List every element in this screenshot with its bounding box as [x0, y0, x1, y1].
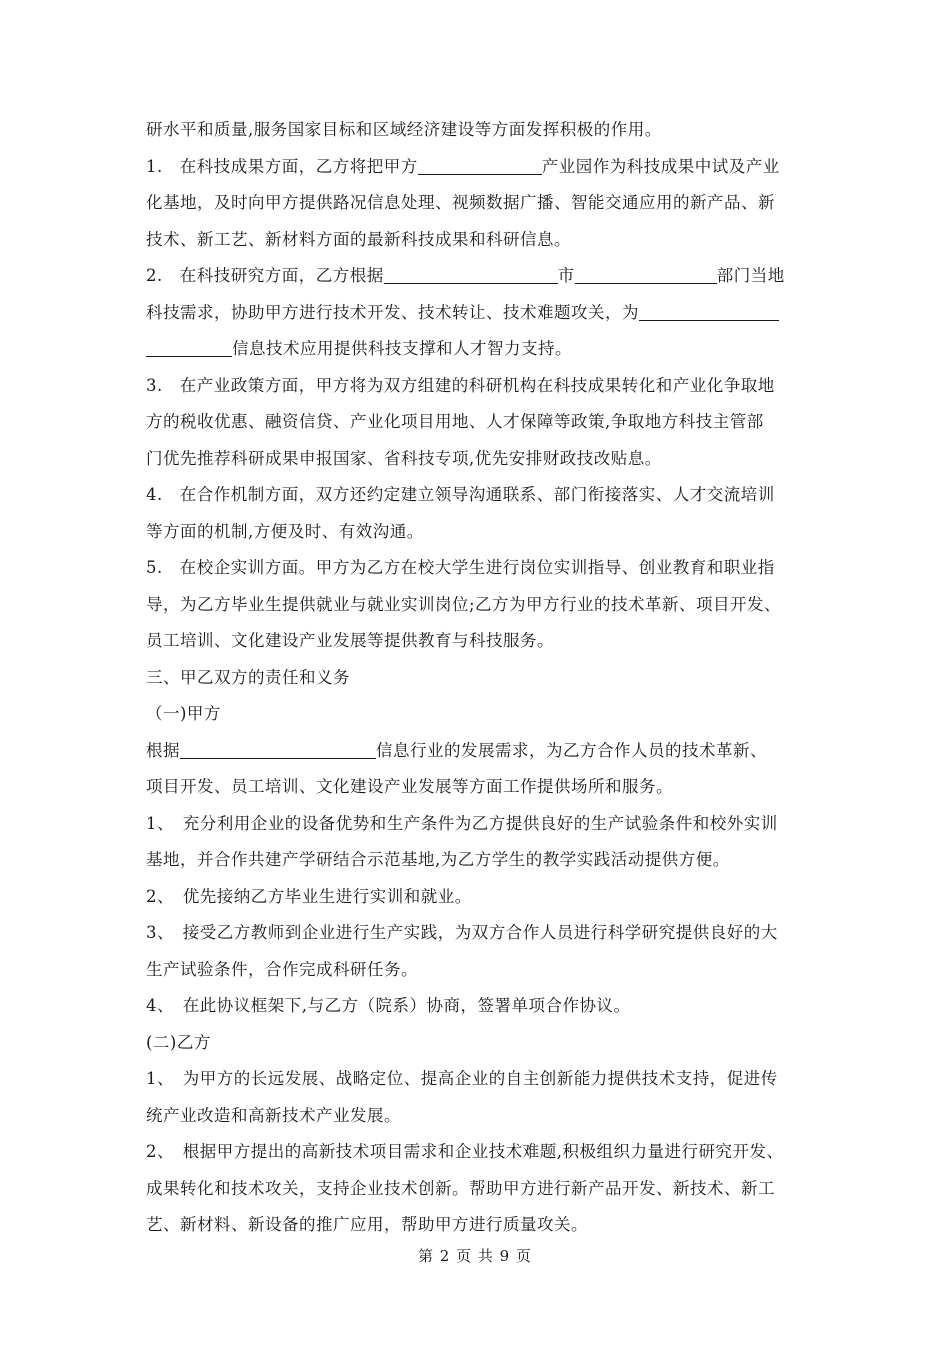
fill-blank — [146, 336, 232, 357]
text-line: 3、 接受乙方教师到企业进行生产实践，为双方合作人员进行科学研究提供良好的大 — [146, 923, 778, 942]
text-line: 4、 在此协议框架下,与乙方（院系）协商，签署单项合作协议。 — [146, 996, 631, 1015]
subsection-heading: (二)乙方 — [146, 1032, 211, 1052]
fill-blank — [418, 154, 542, 175]
text-line: 1、 为甲方的长远发展、战略定位、提高企业的自主创新能力提供技术支持，促进传 — [146, 1069, 778, 1088]
text-line: 化基地，及时向甲方提供路况信息处理、视频数据广播、智能交通应用的新产品、新 — [146, 193, 775, 212]
text-line: 2. 在科技研究方面，乙方根据 市 部门当地 — [146, 258, 806, 295]
text-line: 基地，并合作共建产学研结合示范基地,为乙方学生的教学实践活动提供方便。 — [146, 850, 730, 869]
text-line: 信息技术应用提供科技支撑和人才智力支持。 — [146, 331, 806, 368]
text-line: 统产业改造和高新技术产业发展。 — [146, 1105, 401, 1125]
text-line: 1、 充分利用企业的设备优势和生产条件为乙方提供良好的生产试验条件和校外实训 — [146, 813, 778, 833]
page-footer: 第 2 页 共 9 页 — [418, 1247, 532, 1265]
text-line: 等方面的机制,方便及时、有效沟通。 — [146, 521, 424, 541]
text-line: 4. 在合作机制方面，双方还约定建立领导沟通联系、部门衔接落实、人才交流培训 — [146, 485, 775, 504]
fill-blank — [639, 300, 779, 321]
fill-blank — [180, 738, 376, 759]
section-heading: 三、甲乙双方的责任和义务 — [146, 667, 350, 687]
text-line: 生产试验条件，合作完成科研任务。 — [146, 959, 418, 979]
text-line: 门优先推荐科研成果申报国家、省科技专项,优先安排财政技改贴息。 — [146, 448, 662, 468]
text-line: 5. 在校企实训方面。甲方为乙方在校大学生进行岗位实训指导、创业教育和职业指 — [146, 558, 775, 577]
text-line: 科技需求，协助甲方进行技术开发、技术转让、技术难题攻关，为 — [146, 295, 806, 332]
text-line: 技术、新工艺、新材料方面的最新科技成果和科研信息。 — [146, 229, 571, 249]
subsection-heading: （一)甲方 — [146, 704, 221, 723]
text-line: 2、 优先接纳乙方毕业生进行实训和就业。 — [146, 886, 472, 906]
text-line: 成果转化和技术攻关，支持企业技术创新。帮助甲方进行新产品开发、新技术、新工 — [146, 1178, 775, 1198]
text-line: 项目开发、员工培训、文化建设产业发展等方面工作提供场所和服务。 — [146, 777, 673, 796]
text-line: 员工培训、文化建设产业发展等提供教育与科技服务。 — [146, 631, 554, 650]
text-line: 1. 在科技成果方面，乙方将把甲方 产业园作为科技成果中试及产业 — [146, 149, 806, 186]
text-line: 导，为乙方毕业生提供就业与就业实训岗位;乙方为甲方行业的技术革新、项目开发、 — [146, 594, 782, 614]
text-line: 2、 根据甲方提出的高新技术项目需求和企业技术难题,积极组织力量进行研究开发、 — [146, 1142, 784, 1161]
document-body — [146, 112, 806, 1244]
text-line: 研水平和质量,服务国家目标和区域经济建设等方面发挥积极的作用。 — [146, 120, 662, 139]
text-line: 艺、新材料、新设备的推广应用，帮助甲方进行质量攻关。 — [146, 1215, 588, 1234]
text-line: 方的税收优惠、融资信贷、产业化项目用地、人才保障等政策,争取地方科技主管部 — [146, 412, 764, 431]
fill-blank — [575, 263, 717, 284]
fill-blank — [384, 263, 558, 284]
text-line: 3. 在产业政策方面，甲方将为双方组建的科研机构在科技成果转化和产业化争取地 — [146, 375, 775, 395]
text-line: 根据 信息行业的发展需求，为乙方合作人员的技术革新、 — [146, 733, 806, 770]
